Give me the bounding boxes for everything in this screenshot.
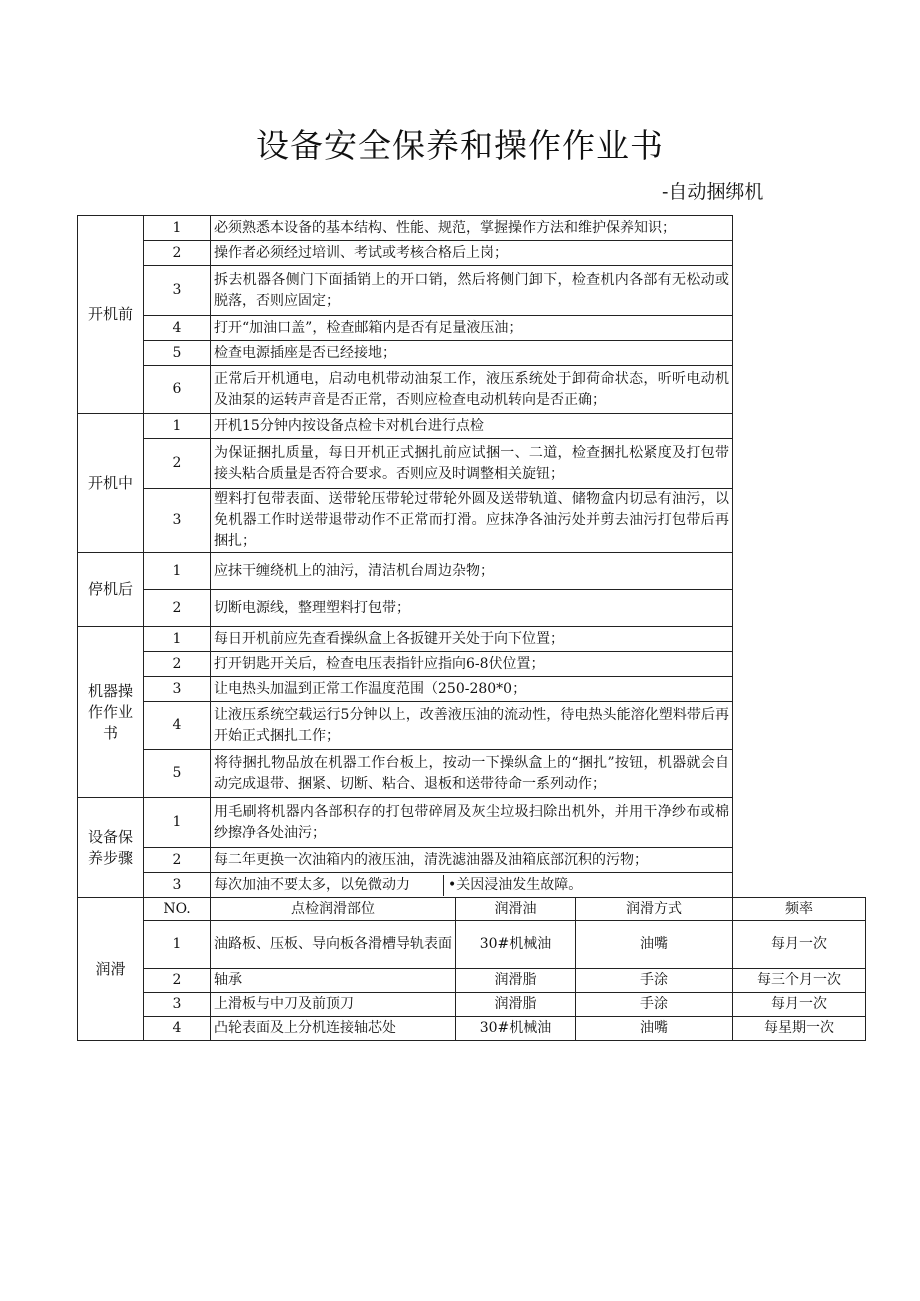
row-text: 切断电源线，整理塑料打包带； [211,590,733,627]
table-row [78,921,866,969]
lube-header-oil: 润滑油 [456,898,576,921]
row-number: 1 [144,627,211,652]
row-text: 为保证捆扎质量，每日开机正式捆扎前应试捆一、二道，检查捆扎松紧度及打包带接头粘合质量是否符合要求。否则应及时调整相关旋钮； [211,439,733,489]
row-number: 2 [144,241,211,266]
lube-no: 3 [144,993,211,1017]
table-row [78,652,866,677]
table-row [78,590,866,627]
row-number: 2 [144,439,211,489]
lube-oil: 30#机械油 [456,921,576,969]
row-number: 2 [144,652,211,677]
table-row [78,553,866,590]
lube-freq: 每月一次 [733,993,866,1017]
lube-header-freq: 频率 [733,898,866,921]
row-text: 让电热头加温到正常工作温度范围（250-280*0； [211,677,733,702]
row-number: 2 [144,848,211,873]
section-label: 机器操作作业书 [78,627,144,798]
table-row [78,216,866,241]
row-text: 正常后开机通电，启动电机带动油泵工作，液压系统处于卸荷命状态，听听电动机及油泵的运转声音是否正常，否则应检查电动机转向是否正确； [211,366,733,414]
section-label: 停机后 [78,553,144,627]
row-number: 3 [144,873,211,898]
row-text-part2: •关因浸油发生故障。 [448,876,583,893]
table-row [78,702,866,750]
table-row [78,241,866,266]
section-label: 润滑 [78,898,144,1041]
row-text: 操作者必须经过培训、考试或考核合格后上岗； [211,241,733,266]
table-row [78,993,866,1017]
row-number: 1 [144,798,211,848]
row-text: 将待捆扎物品放在机器工作台板上，按动一下操纵盒上的“捆扎”按钮，机器就会自动完成退带、捆紧、切断、粘合、退板和送带待命一系列动作； [211,750,733,798]
lube-method: 手涂 [576,969,733,993]
lube-oil: 润滑脂 [456,993,576,1017]
procedure-table [77,215,866,1041]
row-number: 1 [144,414,211,439]
row-number: 4 [144,316,211,341]
lube-freq: 每星期一次 [733,1017,866,1041]
row-number: 1 [144,216,211,241]
row-text [211,873,733,898]
row-number: 1 [144,553,211,590]
row-text: 应抹干缠绕机上的油污，清洁机台周边杂物； [211,553,733,590]
row-text: 让液压系统空载运行5分钟以上，改善液压油的流动性，待电热头能溶化塑料带后再开始正式捆扎工作； [211,702,733,750]
lube-no: 1 [144,921,211,969]
lube-header-row [78,898,866,921]
row-text: 开机15分钟内按设备点检卡对机台进行点检 [211,414,733,439]
row-text: 打开钥匙开关后，检查电压表指针应指向6-8伏位置； [211,652,733,677]
row-text: 打开“加油口盖”，检查邮箱内是否有足量液压油； [211,316,733,341]
section-label: 开机中 [78,414,144,553]
row-text: 用毛刷将机器内各部积存的打包带碎屑及灰尘垃圾扫除出机外，并用干净纱布或棉纱擦净各处油污； [211,798,733,848]
lube-header-method: 润滑方式 [576,898,733,921]
row-text: 检查电源插座是否已经接地； [211,341,733,366]
lube-header-no: NO. [144,898,211,921]
row-number: 4 [144,702,211,750]
row-text: 拆去机器各侧门下面插销上的开口销，然后将侧门卸下，检查机内各部有无松动或脱落，否则应固定； [211,266,733,316]
lube-part: 凸轮表面及上分机连接轴芯处 [211,1017,456,1041]
row-number: 5 [144,750,211,798]
lube-part: 油路板、压板、导向板各滑槽导轨表面 [211,921,456,969]
table-row [78,414,866,439]
table-row [78,750,866,798]
row-text: 每二年更换一次油箱内的液压油，清洗滤油器及油箱底部沉积的污物； [211,848,733,873]
lube-freq: 每三个月一次 [733,969,866,993]
row-text: 塑料打包带表面、送带轮压带轮过带轮外圆及送带轨道、储物盒内切忌有油污，以免机器工作时送带退带动作不正常而打滑。应抹净各油污处并剪去油污打包带后再捆扎； [211,489,733,553]
row-number: 3 [144,677,211,702]
lube-no: 2 [144,969,211,993]
table-row [78,677,866,702]
row-number: 3 [144,489,211,553]
row-number: 6 [144,366,211,414]
section-label: 开机前 [78,216,144,414]
lube-method: 油嘴 [576,1017,733,1041]
table-row [78,969,866,993]
document-subtitle: -自动捆绑机 [662,181,764,203]
table-row [78,266,866,316]
table-row [78,1017,866,1041]
table-row [78,627,866,652]
table-row [78,848,866,873]
lube-header-part: 点检润滑部位 [211,898,456,921]
lube-method: 油嘴 [576,921,733,969]
row-number: 5 [144,341,211,366]
row-number: 3 [144,266,211,316]
row-text: 必须熟悉本设备的基本结构、性能、规范，掌握操作方法和维护保养知识； [211,216,733,241]
row-text-part1: 每次加油不要太多，以免微动力 [211,875,444,896]
document-title: 设备安全保养和操作作业书 [256,126,664,165]
row-number: 2 [144,590,211,627]
table-row [78,489,866,553]
lube-freq: 每月一次 [733,921,866,969]
table-row [78,366,866,414]
lube-method: 手涂 [576,993,733,1017]
table-row [78,873,866,898]
lube-oil: 润滑脂 [456,969,576,993]
section-label: 设备保养步骤 [78,798,144,898]
table-row [78,439,866,489]
table-row [78,798,866,848]
lube-no: 4 [144,1017,211,1041]
row-text: 每日开机前应先查看操纵盒上各扳键开关处于向下位置； [211,627,733,652]
table-row [78,341,866,366]
table-row [78,316,866,341]
lube-part: 轴承 [211,969,456,993]
lube-oil: 30#机械油 [456,1017,576,1041]
lube-part: 上滑板与中刀及前顶刀 [211,993,456,1017]
